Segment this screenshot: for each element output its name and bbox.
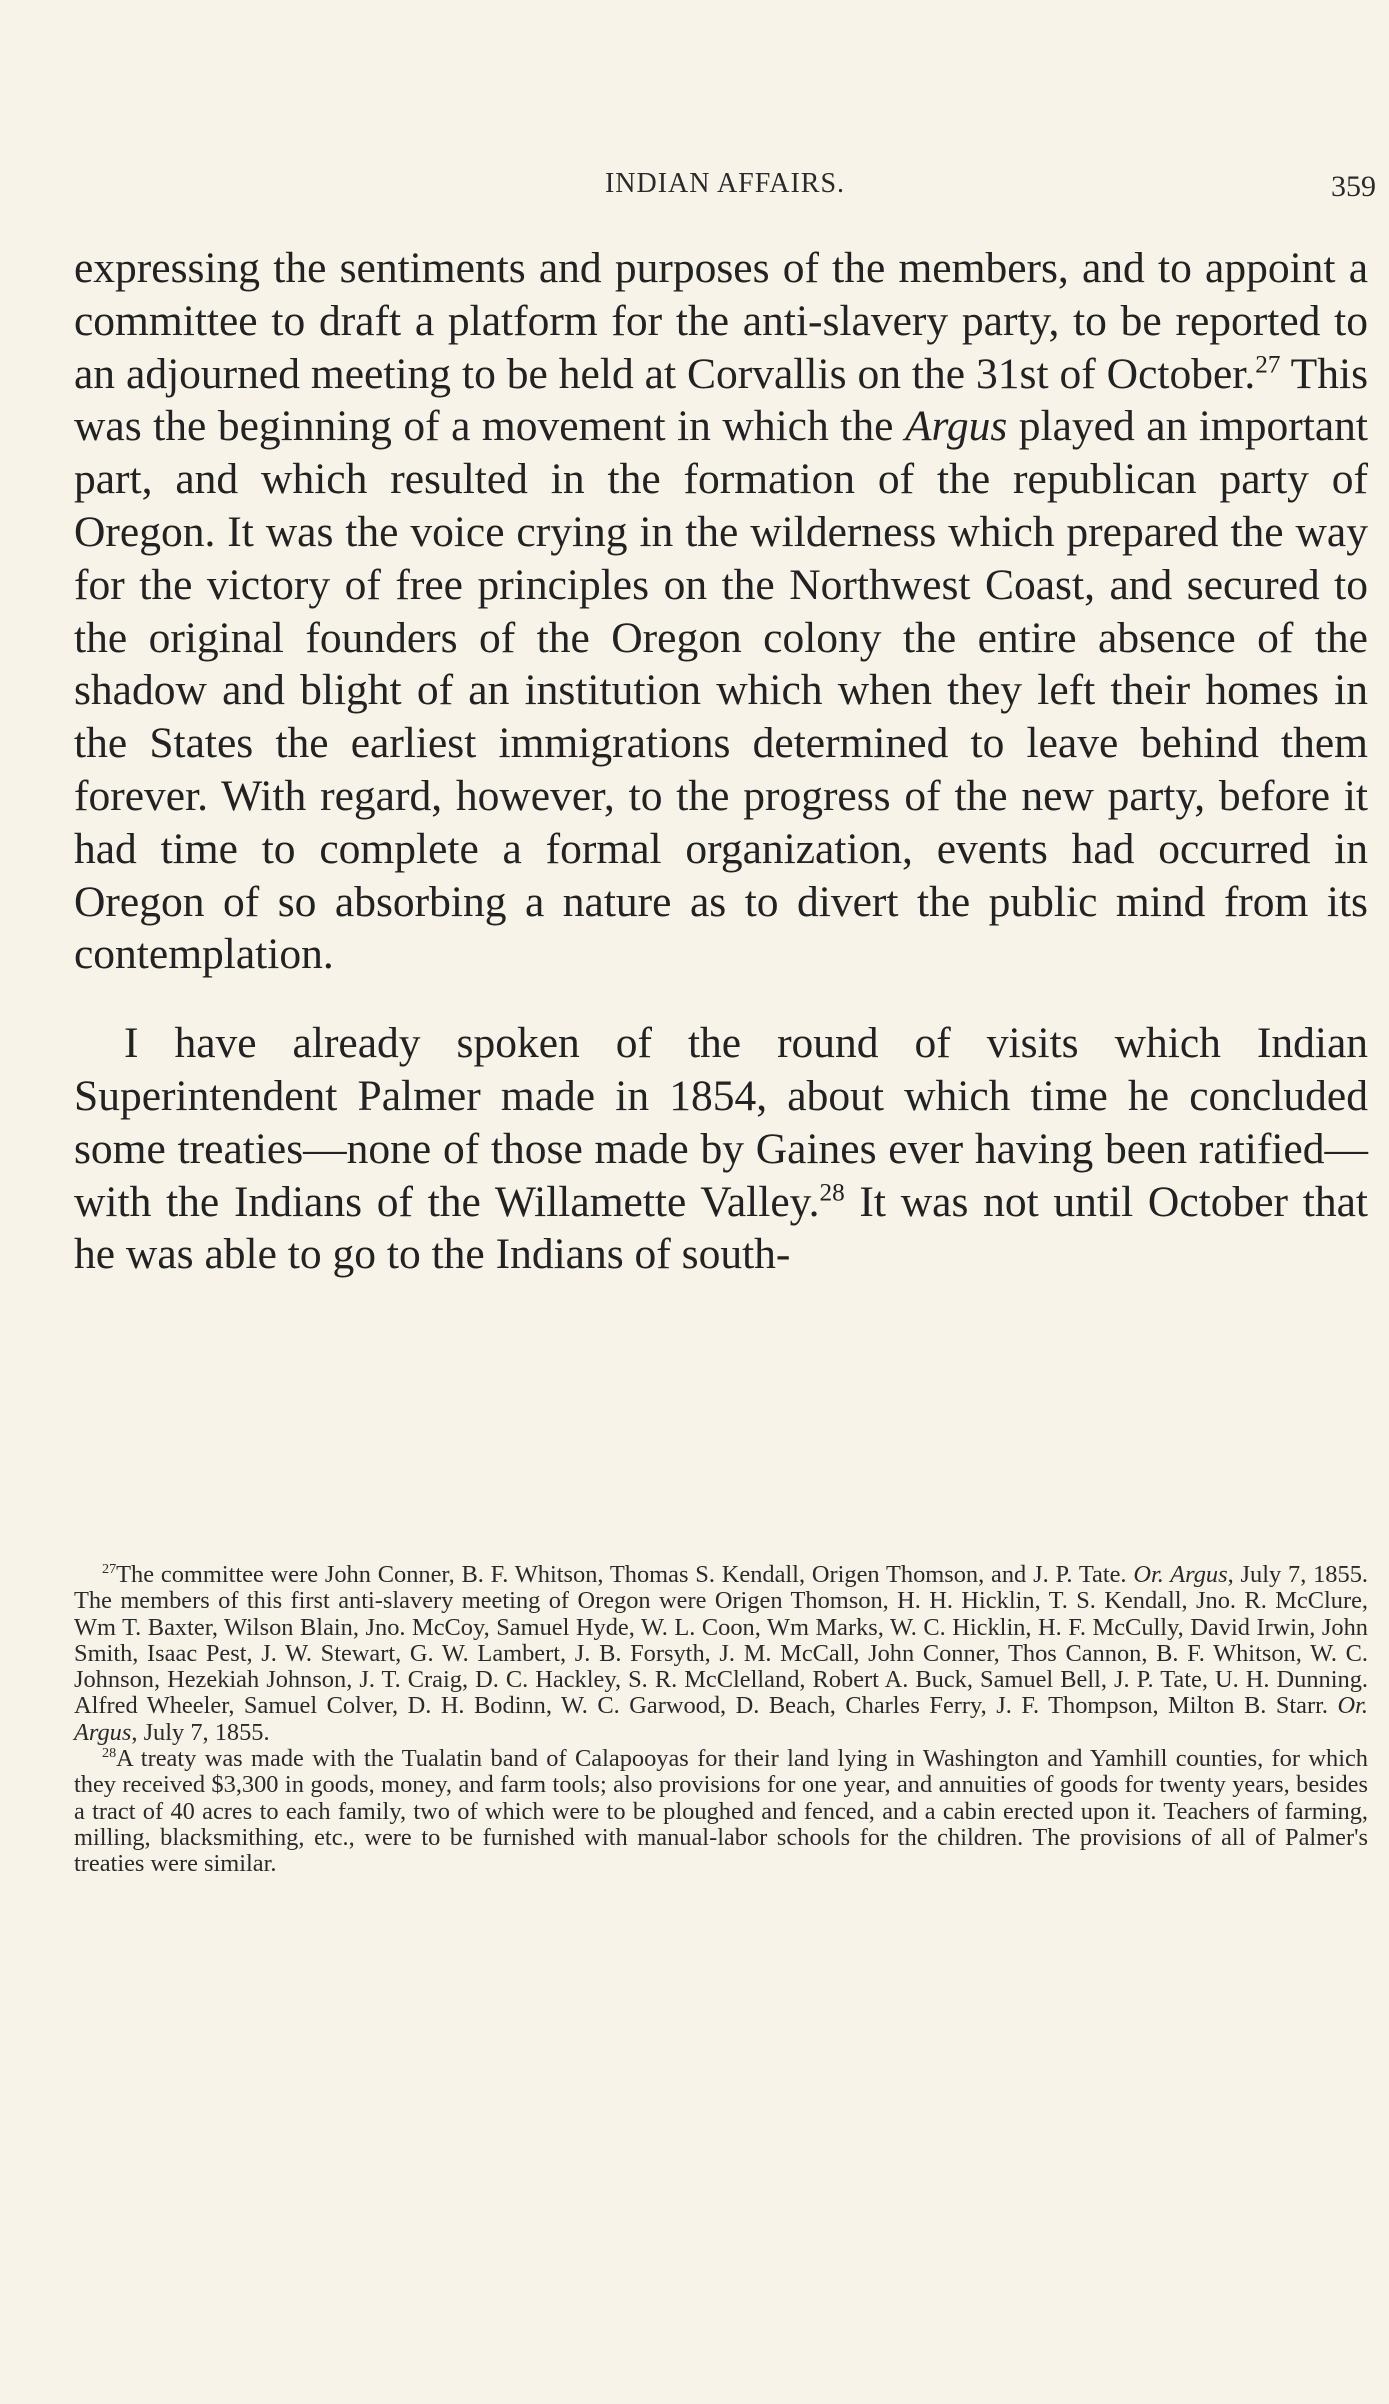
footnote-27-source-2: Or. Argus [74, 1692, 1368, 1746]
paragraph-2 [74, 1017, 1368, 1281]
footnote-27-text-a: The committee were John Conner, B. F. Whitson, Thomas S. Kendall, Origen Thomson, and J. P. Tate. [116, 1561, 1134, 1588]
paragraph-1-text-b: This was the beginning of a movement in which the [74, 349, 1368, 451]
footnote-27-source-1: Or. Argus [1133, 1561, 1228, 1588]
paragraph-2-text-a: I have already spoken of the round of visits which Indian Superintendent Palmer made in 1854, about which time he concluded some treaties—none of those made by Gaines ever having been ratified—with the Indians of the Willamette Valley. [74, 1019, 1368, 1226]
footnotes [74, 1562, 1368, 1878]
page-header [74, 160, 1376, 208]
paragraph-1 [74, 242, 1368, 981]
paragraph-2-text-b: It was not until October that he was able to go to the Indians of south- [74, 1177, 1368, 1279]
footnote-27-number: 27 [102, 1560, 117, 1577]
footnote-28 [74, 1746, 1368, 1877]
footnote-ref-28: 28 [819, 1179, 845, 1207]
paragraph-1-text-c: played an important part, and which resulted in the formation of the republican party of Oregon. It was the voice crying in the wilderness which prepared the way for the victory of free principles on the Northwest Coast, and secured to the original founders of the Oregon colony the entire absence of the shadow and blight of an institution which when they left their homes in the States the earliest immigrations determined to leave behind them forever. With regard, however, to the progress of the new party, before it had time to complete a formal organization, events had occurred in Oregon of so absorbing a nature as to divert the public mind from its contemplation. [74, 402, 1368, 979]
page-number: 359 [1331, 170, 1376, 203]
footnote-ref-27: 27 [1255, 351, 1281, 379]
paragraph-1-text-a: expressing the sentiments and purposes of the members, and to appoint a committee to draft a platform for the anti-slavery party, to be reported to an adjourned meeting to be held at Corvallis on the 31st of October. [74, 244, 1368, 398]
footnote-28-text: A treaty was made with the Tualatin band of Calapooyas for their land lying in Washington and Yamhill counties, for which they received $3,300 in goods, money, and farm tools; also provisions for one year, and annuities of goods for twenty years, besides a tract of 40 acres to each family, two of which were to be ploughed and fenced, and a cabin erected upon it. Teachers of farming, milling, blacksmithing, etc., were to be furnished with manual-labor schools for the children. The provisions of all of Palmer's treaties were similar. [74, 1745, 1368, 1878]
footnote-27-text-c: , July 7, 1855. [131, 1718, 270, 1746]
footnote-27 [74, 1562, 1368, 1746]
footnote-27-text-b: , July 7, 1855. The members of this first anti-slavery meeting of Oregon were Origen Thomson, H. H. Hicklin, T. S. Kendall, Jno. R. McClure, Wm T. Baxter, Wilson Blain, Jno. McCoy, Samuel Hyde, W. L. Coon, Wm Marks, W. C. Hicklin, H. F. McCully, David Irwin, John Smith, Isaac Pest, J. W. Stewart, G. W. Lambert, J. B. Forsyth, J. M. McCall, John Conner, Thos Cannon, B. F. Whitson, W. C. Johnson, Hezekiah Johnson, J. T. Craig, D. C. Hackley, S. R. McClelland, Robert A. Buck, Samuel Bell, J. P. Tate, U. H. Dunning. Alfred Wheeler, Samuel Colver, D. H. Bodinn, W. C. Garwood, D. Beach, Charles Ferry, J. F. Thompson, Milton B. Starr. [74, 1561, 1368, 1720]
running-head: INDIAN AFFAIRS. [604, 168, 846, 199]
body-text [74, 242, 1368, 1281]
footnote-28-number: 28 [102, 1744, 117, 1761]
argus-italic: Argus [904, 402, 1008, 451]
